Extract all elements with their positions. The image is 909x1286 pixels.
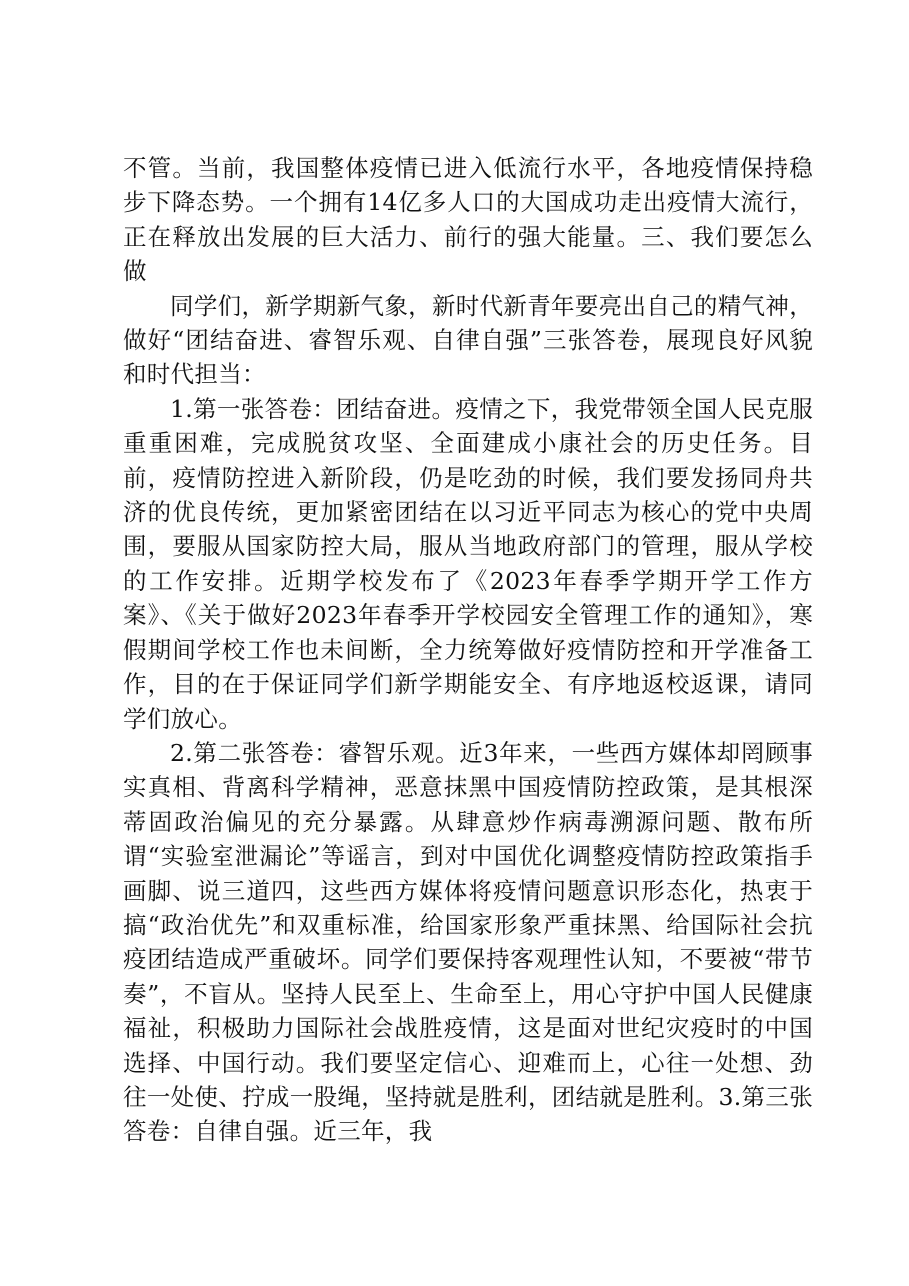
paragraph-1: 不管。当前，我国整体疫情已进入低流行水平，各地疫情保持稳步下降态势。一个拥有14亿多人口的大国成功走出疫情大流行，正在释放出发展的巨大活力、前行的强大能量。三、我们要怎么做: [123, 154, 813, 286]
document-body: [123, 151, 813, 1149]
paragraph-4: 2.第二张答卷：睿智乐观。近3年来，一些西方媒体却罔顾事实真相、背离科学精神，恶意抹黑中国疫情防控政策，是其根深蒂固政治偏见的充分暴露。从肆意炒作病毒溯源问题、散布所谓“实验室泄漏论”等谣言，到对中国优化调整疫情防控政策指手画脚、说三道四，这些西方媒体将疫情问题意识形态化，热衷于搞“政治优先”和双重标准，给国家形象严重抹黑、给国际社会抗疫团结造成严重破坏。同学们要保持客观理性认知，不要被“带节奏”，不盲从。坚持人民至上、生命至上，用心守护中国人民健康福祉，积极助力国际社会战胜疫情，这是面对世纪灾疫时的中国选择、中国行动。我们要坚定信心、迎难而上，心往一处想、劲往一处使、拧成一股绳，坚持就是胜利，团结就是胜利。3.第三张答卷：自律自强。近三年，我: [123, 738, 813, 1146]
paragraph-3: 1.第一张答卷：团结奋进。疫情之下，我党带领全国人民克服重重困难，完成脱贫攻坚、全面建成小康社会的历史任务。目前，疫情防控进入新阶段，仍是吃劲的时候，我们要发扬同舟共济的优良传统，更加紧密团结在以习近平同志为核心的党中央周围，要服从国家防控大局，服从当地政府部门的管理，服从学校的工作安排。近期学校发布了《2023年春季学期开学工作方案》、《关于做好2023年春季开学校园安全管理工作的通知》，寒假期间学校工作也未间断，全力统筹做好疫情防控和开学准备工作，目的在于保证同学们新学期能安全、有序地返校返课，请同学们放心。: [123, 394, 813, 733]
paragraph-2: 同学们，新学期新气象，新时代新青年要亮出自己的精气神，做好“团结奋进、睿智乐观、自律自强”三张答卷，展现良好风貌和时代担当：: [123, 291, 813, 389]
